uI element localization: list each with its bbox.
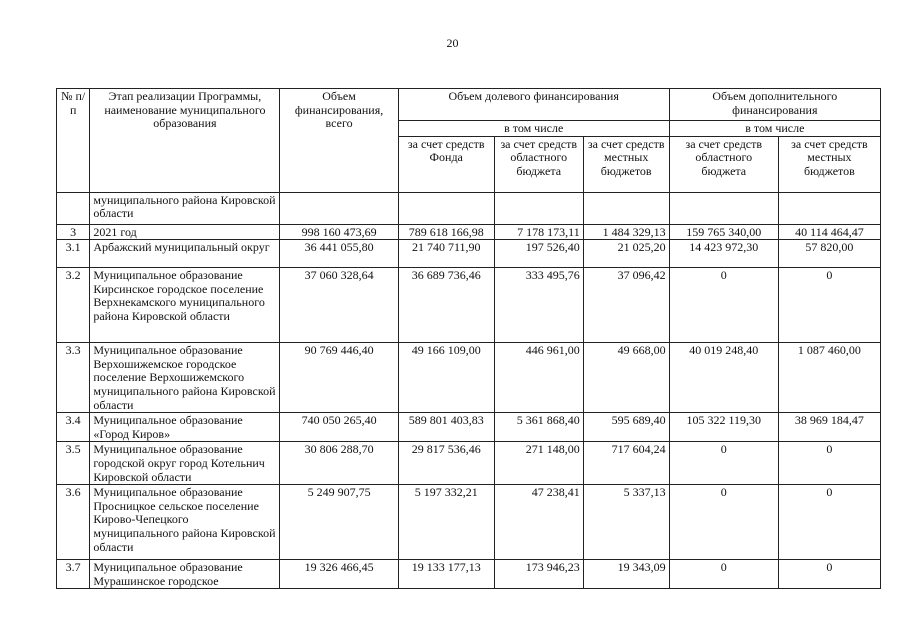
- row-add-local: 57 820,00: [778, 240, 880, 268]
- row-regional: 173 946,23: [494, 560, 583, 589]
- row-local: 19 343,09: [583, 560, 669, 589]
- row-name: Муниципальное образование Верхошижемское городское поселение Верхошижемского муниципального района Кировской области: [90, 343, 280, 413]
- row-name: Арбажский муниципальный округ: [90, 240, 280, 268]
- row-name: Муниципальное образование Просницкое сельское поселение Кирово-Чепецкого муниципального района Кировской области: [90, 485, 280, 560]
- row-add-local: 1 087 460,00: [778, 343, 880, 413]
- row-regional: 5 361 868,40: [494, 413, 583, 442]
- row-add-regional: 159 765 340,00: [669, 224, 778, 240]
- row-add-regional: 14 423 972,30: [669, 240, 778, 268]
- row-total: 36 441 055,80: [280, 240, 398, 268]
- row-num: [57, 192, 90, 224]
- header-num: № п/п: [57, 89, 90, 193]
- row-total: 740 050 265,40: [280, 413, 398, 442]
- row-fund: 789 618 166,98: [398, 224, 494, 240]
- row-local: 37 096,42: [583, 268, 669, 343]
- header-including-additional: в том числе: [669, 121, 880, 137]
- row-name: муниципального района Кировской области: [90, 192, 280, 224]
- table-row: [57, 268, 881, 343]
- row-total: 5 249 907,75: [280, 485, 398, 560]
- row-name: Муниципальное образование Мурашинское городское: [90, 560, 280, 589]
- row-add-regional: 40 019 248,40: [669, 343, 778, 413]
- row-num: 3.5: [57, 442, 90, 485]
- row-name: Муниципальное образование городской округ город Котельнич Кировской области: [90, 442, 280, 485]
- header-total: Объем финансирования, всего: [280, 89, 398, 193]
- table-row: [57, 343, 881, 413]
- header-sub-fund: за счет средств Фонда: [398, 136, 494, 192]
- row-add-local: 0: [778, 485, 880, 560]
- row-name: Муниципальное образование «Город Киров»: [90, 413, 280, 442]
- row-add-local: [778, 192, 880, 224]
- row-fund: [398, 192, 494, 224]
- row-name: Муниципальное образование Кирсинское городское поселение Верхнекамского муниципального района Кировской области: [90, 268, 280, 343]
- row-fund: 19 133 177,13: [398, 560, 494, 589]
- financing-table: [56, 88, 881, 589]
- row-local: 49 668,00: [583, 343, 669, 413]
- row-fund: 589 801 403,83: [398, 413, 494, 442]
- table-row: [57, 240, 881, 268]
- row-total: 90 769 446,40: [280, 343, 398, 413]
- row-fund: 21 740 711,90: [398, 240, 494, 268]
- header-row: [57, 89, 881, 121]
- row-add-local: 0: [778, 560, 880, 589]
- row-add-local: 0: [778, 442, 880, 485]
- row-fund: 29 817 536,46: [398, 442, 494, 485]
- row-add-regional: 0: [669, 485, 778, 560]
- row-regional: 333 495,76: [494, 268, 583, 343]
- header-including-share: в том числе: [398, 121, 669, 137]
- row-fund: 49 166 109,00: [398, 343, 494, 413]
- row-num: 3.1: [57, 240, 90, 268]
- row-fund: 5 197 332,21: [398, 485, 494, 560]
- row-local: 1 484 329,13: [583, 224, 669, 240]
- row-add-regional: 0: [669, 560, 778, 589]
- row-add-local: 38 969 184,47: [778, 413, 880, 442]
- row-num: 3: [57, 224, 90, 240]
- table-row: [57, 485, 881, 560]
- page-number: 20: [446, 36, 459, 50]
- row-regional: 271 148,00: [494, 442, 583, 485]
- header-sub-local: за счет средств местных бюджетов: [583, 136, 669, 192]
- row-total: 998 160 473,69: [280, 224, 398, 240]
- row-local: 595 689,40: [583, 413, 669, 442]
- header-share: Объем долевого финансирования: [398, 89, 669, 121]
- header-stage: Этап реализации Программы, наименование муниципального образования: [90, 89, 280, 193]
- row-local: [583, 192, 669, 224]
- table-row: [57, 560, 881, 589]
- table-row: [57, 192, 881, 224]
- row-regional: 446 961,00: [494, 343, 583, 413]
- row-regional: 197 526,40: [494, 240, 583, 268]
- table-row: [57, 413, 881, 442]
- table-row: [57, 442, 881, 485]
- row-num: 3.3: [57, 343, 90, 413]
- row-total: 37 060 328,64: [280, 268, 398, 343]
- row-total: 30 806 288,70: [280, 442, 398, 485]
- row-total: [280, 192, 398, 224]
- row-add-regional: 105 322 119,30: [669, 413, 778, 442]
- row-regional: [494, 192, 583, 224]
- row-fund: 36 689 736,46: [398, 268, 494, 343]
- row-add-regional: 0: [669, 442, 778, 485]
- row-local: 5 337,13: [583, 485, 669, 560]
- header-sub-add-local: за счет средств местных бюджетов: [778, 136, 880, 192]
- row-add-regional: 0: [669, 268, 778, 343]
- row-num: 3.4: [57, 413, 90, 442]
- row-name: 2021 год: [90, 224, 280, 240]
- row-regional: 47 238,41: [494, 485, 583, 560]
- row-add-local: 0: [778, 268, 880, 343]
- row-local: 717 604,24: [583, 442, 669, 485]
- row-regional: 7 178 173,11: [494, 224, 583, 240]
- row-num: 3.7: [57, 560, 90, 589]
- header-additional: Объем дополнительного финансирования: [669, 89, 880, 121]
- row-add-local: 40 114 464,47: [778, 224, 880, 240]
- row-local: 21 025,20: [583, 240, 669, 268]
- row-total: 19 326 466,45: [280, 560, 398, 589]
- row-add-regional: [669, 192, 778, 224]
- header-sub-regional: за счет средств областного бюджета: [494, 136, 583, 192]
- header-sub-add-regional: за счет средств областного бюджета: [669, 136, 778, 192]
- table-row: [57, 224, 881, 240]
- row-num: 3.2: [57, 268, 90, 343]
- row-num: 3.6: [57, 485, 90, 560]
